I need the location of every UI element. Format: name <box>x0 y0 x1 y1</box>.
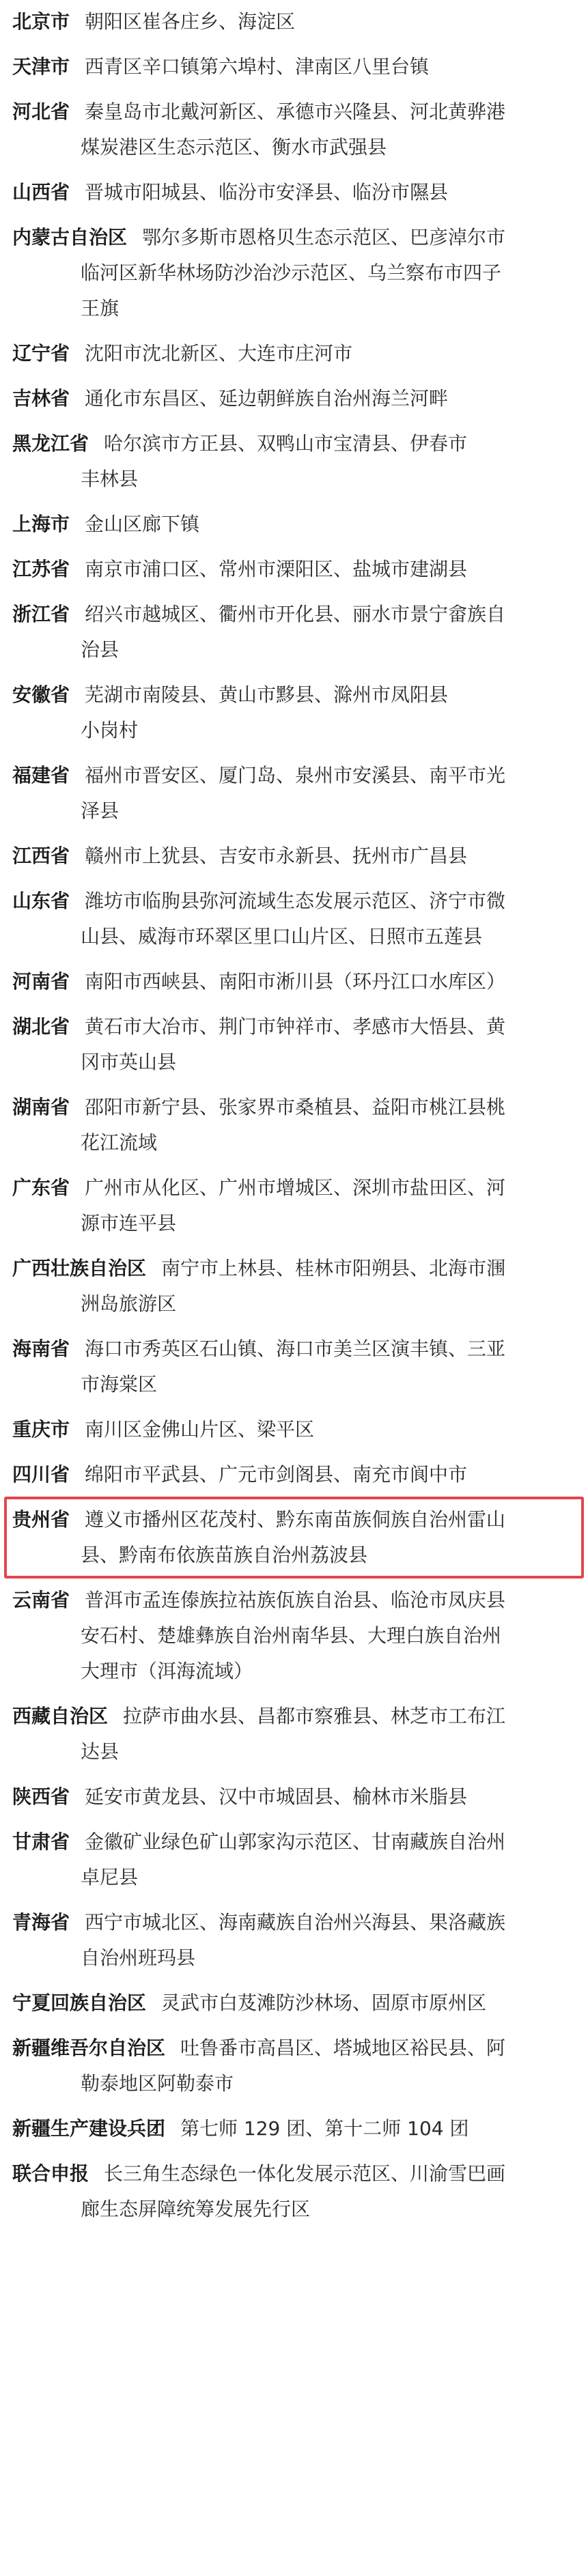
area-text-line: 小岗村 <box>81 719 139 741</box>
province-name: 福建省 <box>12 764 70 787</box>
province-name: 河北省 <box>12 100 70 123</box>
province-name: 陕西省 <box>12 1785 70 1808</box>
province-name: 河南省 <box>12 970 70 993</box>
area-text-line: 拉萨市曲水县、昌都市察雅县、林芝市工布江 <box>123 1705 506 1727</box>
area-text-line: 遵义市播州区花茂村、黔东南苗族侗族自治州雷山 <box>85 1508 506 1531</box>
province-name: 湖南省 <box>12 1096 70 1118</box>
province-name: 宁夏回族自治区 <box>12 1992 147 2014</box>
province-name: 甘肃省 <box>12 1830 70 1853</box>
province-name: 吉林省 <box>12 387 70 410</box>
area-text-line: 花江流域 <box>81 1131 158 1154</box>
province-name: 江苏省 <box>12 558 70 580</box>
area-text-line: 丰林县 <box>81 468 139 490</box>
province-name: 新疆维吾尔自治区 <box>12 2037 166 2059</box>
area-text-line: 西青区辛口镇第六埠村、津南区八里台镇 <box>85 55 430 78</box>
province-name: 辽宁省 <box>12 342 70 365</box>
province-name: 广西壮族自治区 <box>12 1257 147 1279</box>
area-text-line: 山县、威海市环翠区里口山片区、日照市五莲县 <box>81 925 483 948</box>
area-text-line: 绍兴市越城区、衢州市开化县、丽水市景宁畲族自 <box>85 603 506 625</box>
area-text-line: 广州市从化区、广州市增城区、深圳市盐田区、河 <box>85 1176 506 1199</box>
area-text-line: 赣州市上犹县、吉安市永新县、抚州市广昌县 <box>85 845 468 867</box>
area-text-line: 治县 <box>81 638 120 661</box>
province-name: 贵州省 <box>12 1508 70 1531</box>
highlight-box <box>4 1497 584 1579</box>
area-text-line: 通化市东昌区、延边朝鲜族自治州海兰河畔 <box>85 387 449 410</box>
area-text-line: 金山区廊下镇 <box>85 513 200 535</box>
area-text-line: 鄂尔多斯市恩格贝生态示范区、巴彦淖尔市 <box>142 226 506 249</box>
province-name: 黑龙江省 <box>12 432 89 455</box>
province-name: 青海省 <box>12 1911 70 1934</box>
province-name: 重庆市 <box>12 1418 70 1441</box>
province-name: 山西省 <box>12 181 70 203</box>
area-text-line: 延安市黄龙县、汉中市城固县、榆林市米脂县 <box>85 1785 468 1808</box>
area-text-line: 县、黔南布依族苗族自治州荔波县 <box>81 1544 368 1566</box>
province-name: 海南省 <box>12 1337 70 1360</box>
area-text-line: 金徽矿业绿色矿山郭家沟示范区、甘南藏族自治州 <box>85 1830 506 1853</box>
area-text-line: 王旗 <box>81 297 120 320</box>
area-text-line: 吐鲁番市高昌区、塔城地区裕民县、阿 <box>180 2037 506 2059</box>
area-text-line: 南京市浦口区、常州市溧阳区、盐城市建湖县 <box>85 558 468 580</box>
area-text-line: 冈市英山县 <box>81 1051 177 1073</box>
area-text-line: 哈尔滨市方正县、双鸭山市宝清县、伊春市 <box>104 432 468 455</box>
area-text-line: 南宁市上林县、桂林市阳朔县、北海市涠 <box>161 1257 506 1279</box>
area-text-line: 海口市秀英区石山镇、海口市美兰区演丰镇、三亚 <box>85 1337 506 1360</box>
area-text-line: 自治州班玛县 <box>81 1947 196 1969</box>
area-text-line: 达县 <box>81 1740 120 1763</box>
area-text-line: 秦皇岛市北戴河新区、承德市兴隆县、河北黄骅港 <box>85 100 506 123</box>
province-name: 山东省 <box>12 890 70 912</box>
area-text-line: 绵阳市平武县、广元市剑阁县、南充市阆中市 <box>85 1463 468 1486</box>
province-name: 浙江省 <box>12 603 70 625</box>
area-text-line: 西宁市城北区、海南藏族自治州兴海县、果洛藏族 <box>85 1911 506 1934</box>
area-text-line: 洲岛旅游区 <box>81 1292 177 1315</box>
area-text-line: 第七师 129 团、第十二师 104 团 <box>180 2117 469 2140</box>
province-name: 新疆生产建设兵团 <box>12 2117 166 2140</box>
area-text-line: 南川区金佛山片区、梁平区 <box>85 1418 315 1441</box>
area-text-line: 市海棠区 <box>81 1373 158 1396</box>
province-name: 内蒙古自治区 <box>12 226 128 249</box>
area-text-line: 长三角生态绿色一体化发展示范区、川渝雪巴画 <box>104 2162 506 2185</box>
province-name: 天津市 <box>12 55 70 78</box>
area-text-line: 大理市（洱海流域） <box>81 1660 253 1682</box>
area-text-line: 晋城市阳城县、临汾市安泽县、临汾市隰县 <box>85 181 449 203</box>
area-text-line: 黄石市大冶市、荆门市钟祥市、孝感市大悟县、黄 <box>85 1015 506 1038</box>
area-text-line: 煤炭港区生态示范区、衡水市武强县 <box>81 136 387 158</box>
area-text-line: 灵武市白芨滩防沙林场、固原市原州区 <box>161 1992 487 2014</box>
area-text-line: 邵阳市新宁县、张家界市桑植县、益阳市桃江县桃 <box>85 1096 506 1118</box>
province-name: 广东省 <box>12 1176 70 1199</box>
area-text-line: 安石村、楚雄彝族自治州南华县、大理白族自治州 <box>81 1624 502 1647</box>
province-name: 西藏自治区 <box>12 1705 109 1727</box>
province-name: 北京市 <box>12 10 70 33</box>
area-text-line: 源市连平县 <box>81 1212 177 1234</box>
area-text-line: 勒泰地区阿勒泰市 <box>81 2072 234 2095</box>
area-text-line: 廊生态屏障统筹发展先行区 <box>81 2198 311 2220</box>
area-text-line: 临河区新华林场防沙治沙示范区、乌兰察布市四子 <box>81 261 502 284</box>
province-name: 云南省 <box>12 1589 70 1611</box>
area-text-line: 南阳市西峡县、南阳市淅川县（环丹江口水库区） <box>85 970 506 993</box>
area-text-line: 朝阳区崔各庄乡、海淀区 <box>85 10 296 33</box>
area-text-line: 芜湖市南陵县、黄山市黟县、滁州市凤阳县 <box>85 683 449 706</box>
area-text-line: 潍坊市临朐县弥河流域生态发展示范区、济宁市微 <box>85 890 506 912</box>
area-text-line: 福州市晋安区、厦门岛、泉州市安溪县、南平市光 <box>85 764 506 787</box>
province-name: 联合申报 <box>12 2162 89 2185</box>
province-name: 安徽省 <box>12 683 70 706</box>
area-text-line: 卓尼县 <box>81 1866 139 1888</box>
province-name: 江西省 <box>12 845 70 867</box>
area-text-line: 泽县 <box>81 799 120 822</box>
province-name: 上海市 <box>12 513 70 535</box>
province-name: 湖北省 <box>12 1015 70 1038</box>
area-text-line: 普洱市孟连傣族拉祜族佤族自治县、临沧市凤庆县 <box>85 1589 506 1611</box>
province-name: 四川省 <box>12 1463 70 1486</box>
area-text-line: 沈阳市沈北新区、大连市庄河市 <box>85 342 353 365</box>
